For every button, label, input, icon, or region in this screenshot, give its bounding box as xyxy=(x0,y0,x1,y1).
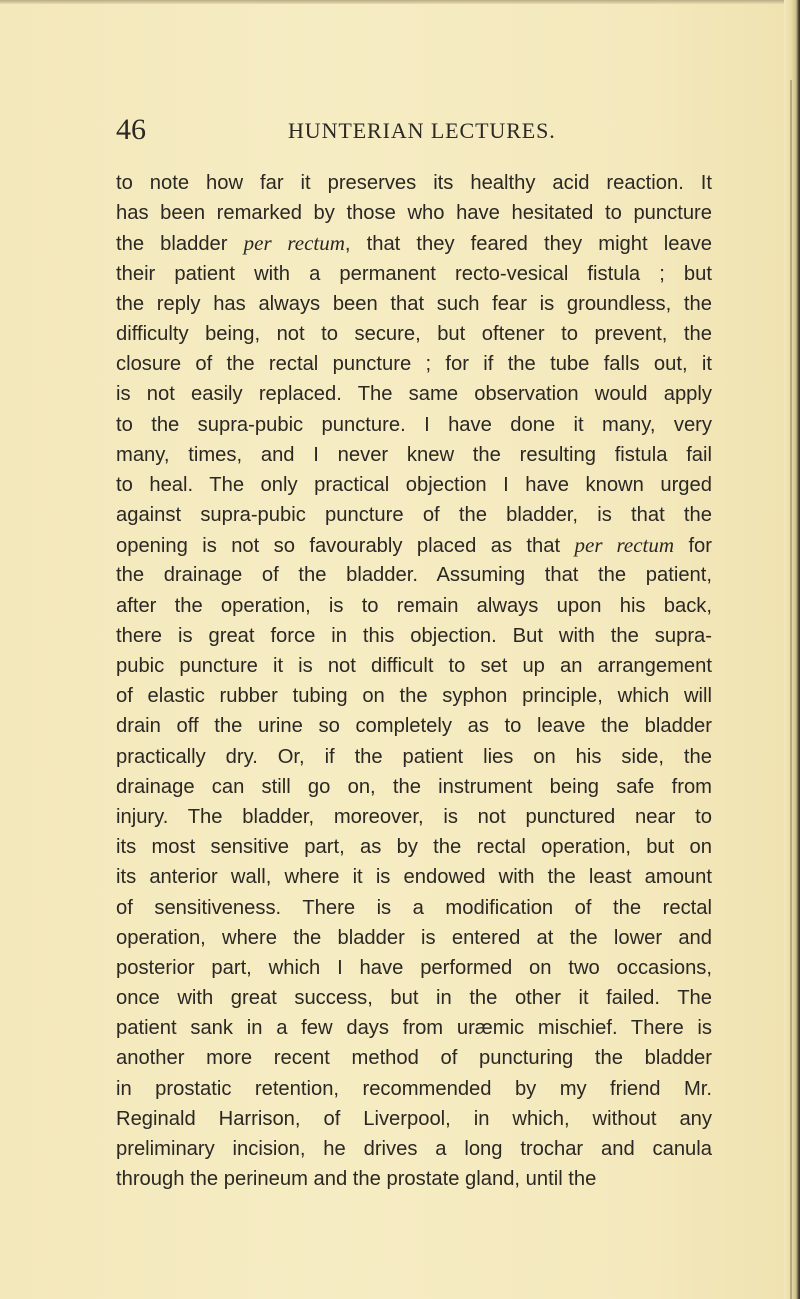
text-run: pubic puncture it is not difficult to set up an arrangement xyxy=(116,655,712,677)
text-run: opening is not so favourably placed as that xyxy=(116,535,575,558)
text-line xyxy=(116,893,712,923)
text-run: has been remarked by those who have hesitated to puncture xyxy=(116,202,712,225)
italic-phrase: per rectum xyxy=(574,533,675,558)
text-run: once with great success, but in the other it failed. The xyxy=(116,987,712,1010)
text-run: against supra-pubic puncture of the bladder, is that the xyxy=(116,504,712,527)
text-run: another more recent method of puncturing the bladder xyxy=(116,1047,712,1070)
text-line xyxy=(116,1104,712,1134)
text-line xyxy=(116,832,712,862)
text-run: its anterior wall, where it is endowed with the least amount xyxy=(116,866,712,889)
text-run: the reply has always been that such fear is groundless, the xyxy=(116,292,712,315)
text-run: patient sank in a few days from uræmic mischief. There is xyxy=(116,1017,712,1040)
text-line xyxy=(116,440,712,470)
text-line xyxy=(116,379,712,409)
text-run: preliminary incision, he drives a long trochar and canula xyxy=(116,1138,712,1160)
text-run: their patient with a permanent recto-vesical fistula ; but xyxy=(116,262,712,285)
text-line xyxy=(116,530,712,560)
text-line xyxy=(116,742,712,772)
text-run: difficulty being, not to secure, but oftener to prevent, the xyxy=(116,322,712,345)
page-header xyxy=(0,112,800,152)
text-run: to the supra-pubic puncture. I have done it many, very xyxy=(116,413,712,436)
text-run: in prostatic retention, recommended by my friend Mr. xyxy=(116,1077,712,1100)
text-line xyxy=(116,228,712,258)
text-line xyxy=(116,983,712,1013)
page-right-edge-shadow xyxy=(784,0,800,1299)
text-run: through the perineum and the prostate gland, until the xyxy=(116,1168,597,1191)
text-line xyxy=(116,923,712,953)
text-run: posterior part, which I have performed on two occasions, xyxy=(116,956,712,979)
text-line xyxy=(116,289,712,319)
text-line xyxy=(116,1043,712,1073)
text-run: of elastic rubber tubing on the syphon principle, which will xyxy=(116,685,712,708)
text-run: drain off the urine so completely as to leave the bladder xyxy=(116,715,712,738)
text-line xyxy=(116,711,712,741)
text-run: practically dry. Or, if the patient lies on his side, the xyxy=(116,745,712,768)
text-run: closure of the rectal puncture ; for if the tube falls out, it xyxy=(116,353,712,376)
running-head: HUNTERIAN LECTURES. xyxy=(288,118,556,143)
text-line xyxy=(116,802,712,832)
text-run: its most sensitive part, as by the rectal operation, but on xyxy=(116,836,712,859)
text-run: to note how far it preserves its healthy acid reaction. It xyxy=(116,172,712,194)
text-line xyxy=(116,349,712,379)
text-run: Reginald Harrison, of Liverpool, in which, without any xyxy=(116,1107,712,1130)
italic-phrase: per rectum xyxy=(243,231,345,256)
text-line xyxy=(116,259,712,289)
text-line xyxy=(116,591,712,621)
text-run: there is great force in this objection. But with the supra- xyxy=(116,624,712,647)
text-line xyxy=(116,1013,712,1043)
text-run: is not easily replaced. The same observation would apply xyxy=(116,383,712,406)
text-line xyxy=(116,198,712,228)
body-text xyxy=(116,168,712,1194)
text-run: many, times, and I never knew the resulting fistula fail xyxy=(116,443,712,466)
text-line xyxy=(116,621,712,651)
text-run: operation, where the bladder is entered at the lower and xyxy=(116,926,712,949)
text-line xyxy=(116,168,712,198)
text-line xyxy=(116,1074,712,1104)
text-line xyxy=(116,772,712,802)
text-run: , that they feared they might leave xyxy=(344,233,712,256)
text-run: the drainage of the bladder. Assuming that the patient, xyxy=(116,564,712,587)
page-number: 46 xyxy=(116,113,146,146)
text-run: drainage can still go on, the instrument being safe from xyxy=(116,775,712,798)
text-line xyxy=(116,1164,712,1194)
text-run: to heal. The only practical objection I have known urged xyxy=(116,473,712,496)
text-run: injury. The bladder, moreover, is not punctured near to xyxy=(116,805,712,828)
text-line xyxy=(116,1134,712,1164)
text-line xyxy=(116,560,712,590)
text-run: the bladder xyxy=(116,233,244,256)
text-run: of sensitiveness. There is a modification of the rectal xyxy=(116,896,712,919)
text-run: after the operation, is to remain always upon his back, xyxy=(116,594,712,617)
text-line xyxy=(116,953,712,983)
text-line xyxy=(116,319,712,349)
text-line xyxy=(116,681,712,711)
text-line xyxy=(116,862,712,892)
page-fold-line xyxy=(790,80,792,1299)
text-run: for xyxy=(674,535,712,558)
text-line xyxy=(116,470,712,500)
text-line xyxy=(116,651,712,681)
page-top-edge xyxy=(0,0,800,4)
text-line xyxy=(116,410,712,440)
text-line xyxy=(116,500,712,530)
